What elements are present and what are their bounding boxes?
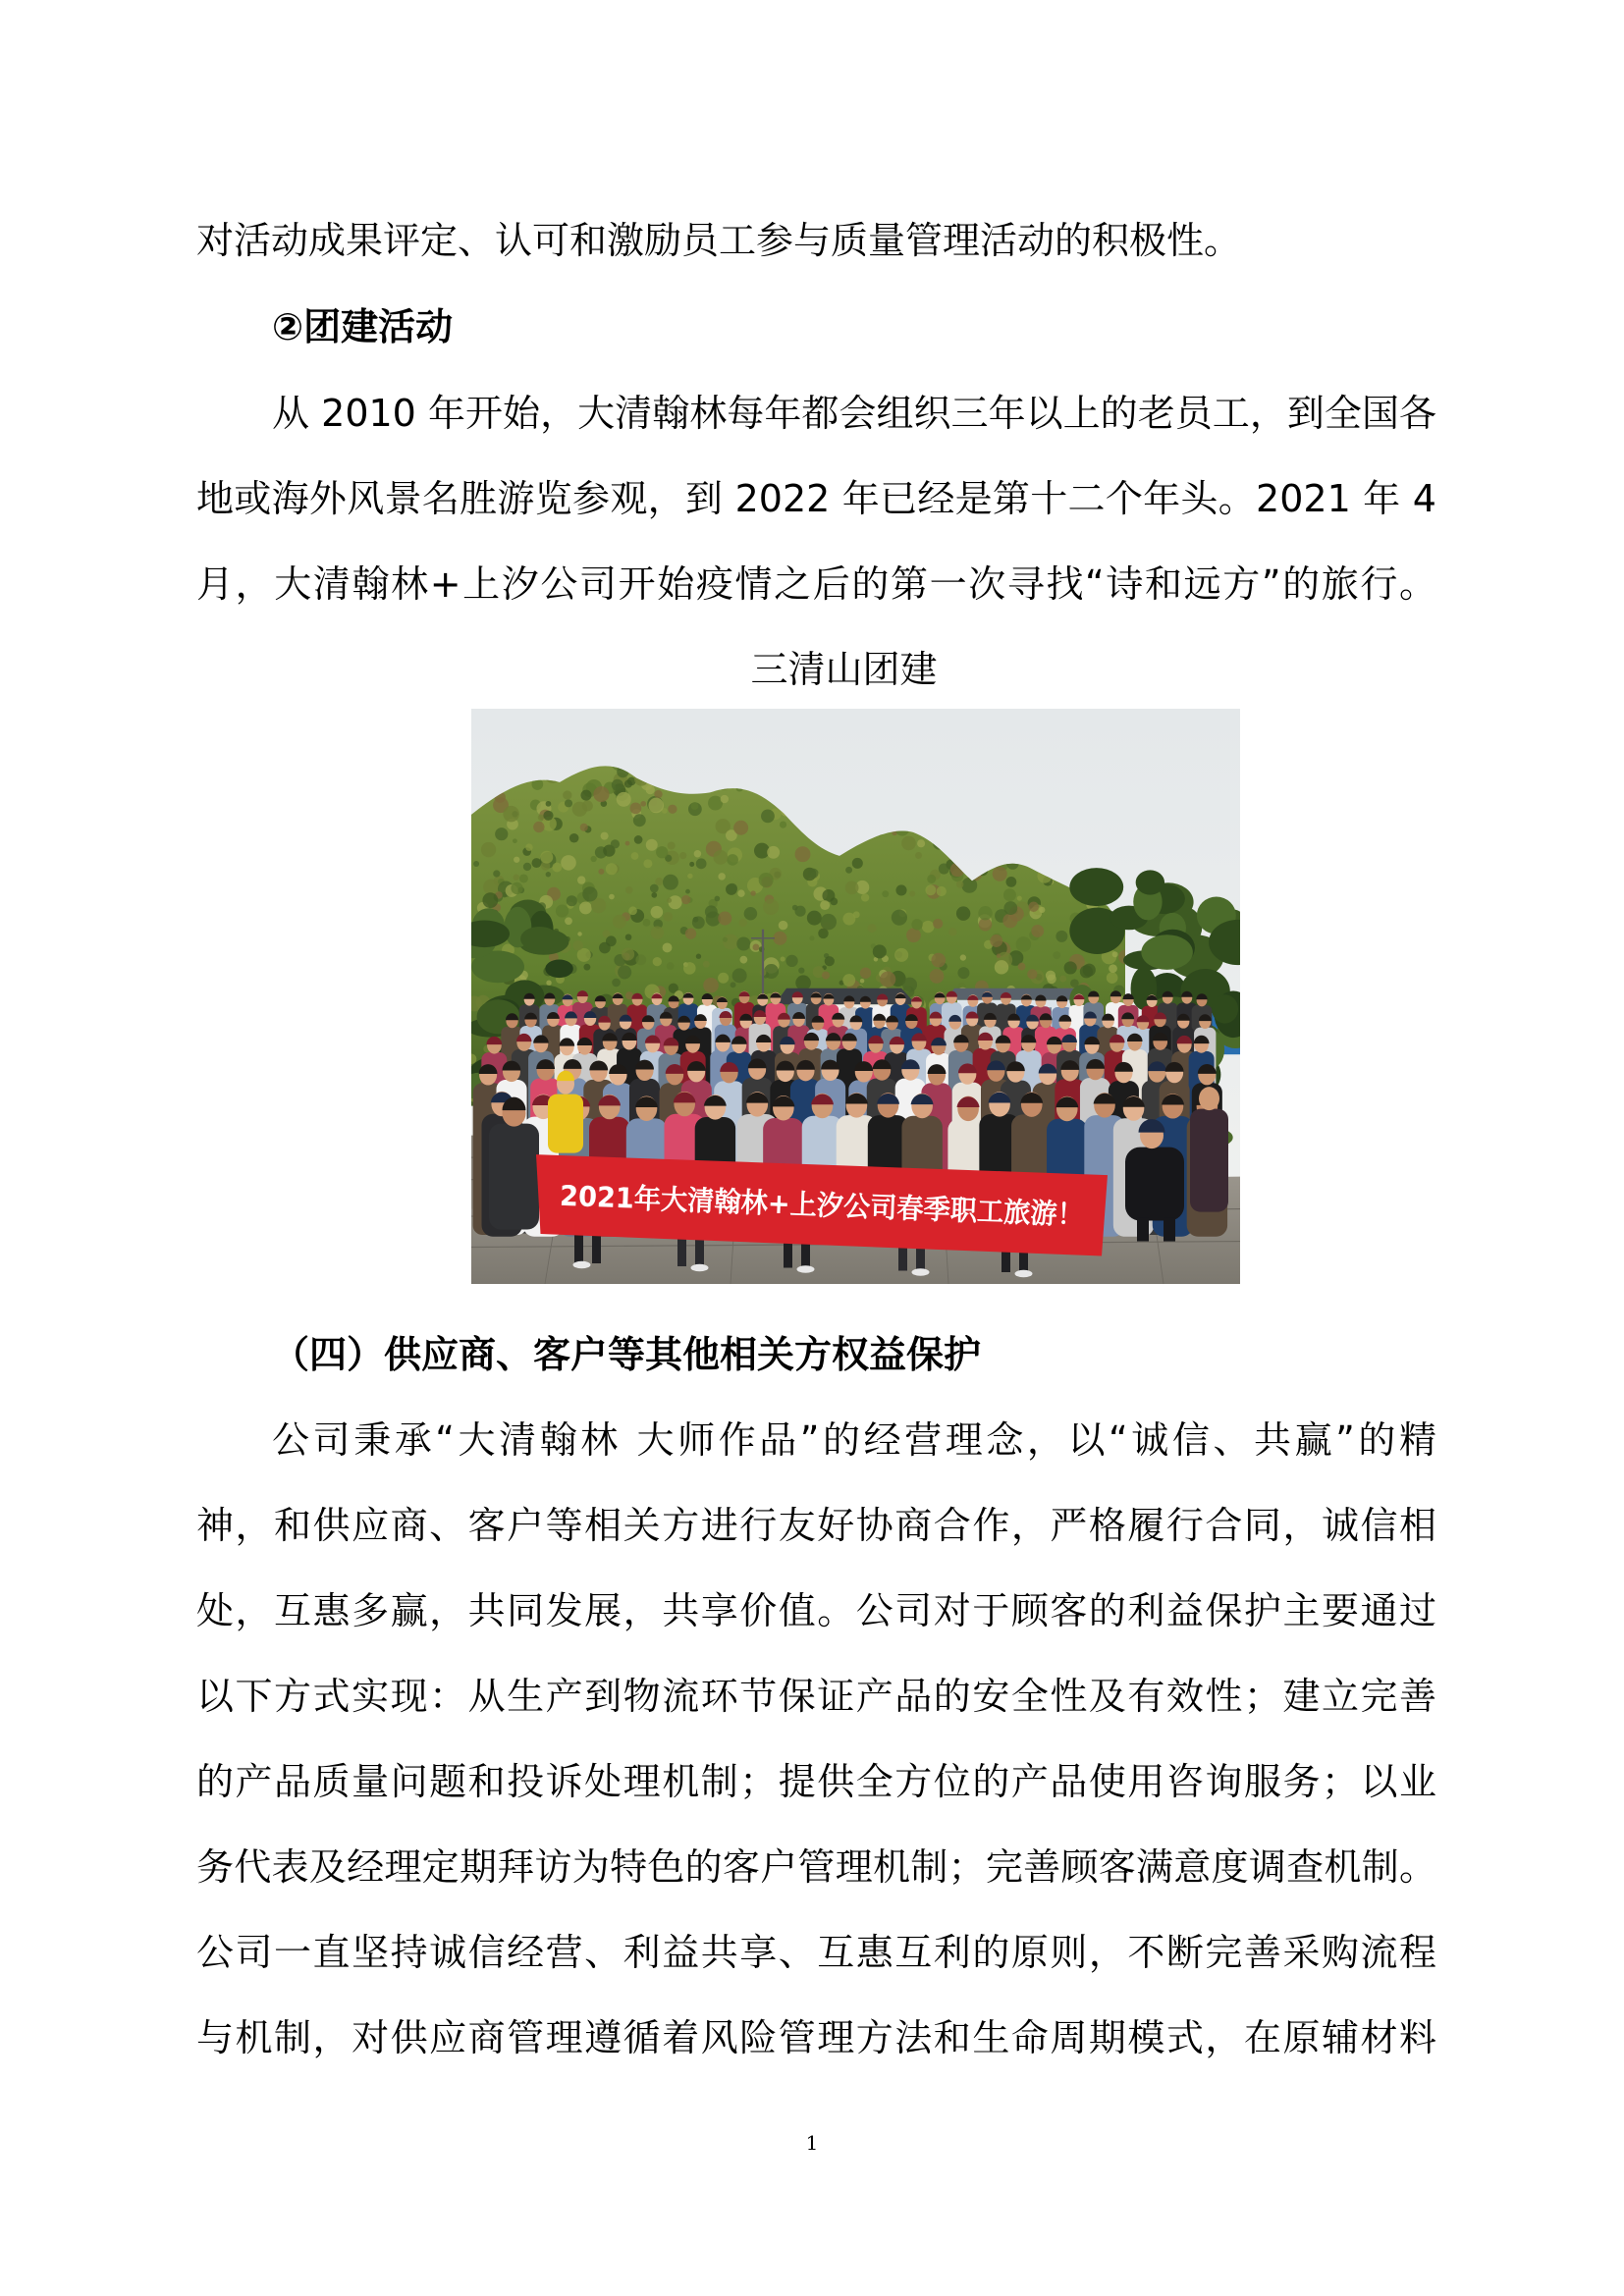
subsection-heading-team-building: ②团建活动 [272,305,454,348]
page-number: 1 [805,2131,819,2155]
paragraph-line: 与机制，对供应商管理遵循着风险管理方法和生命周期模式，在原辅材料 [196,2016,1436,2059]
paragraph-line: 从 2010 年开始，大清翰林每年都会组织三年以上的老员工，到全国各 [272,392,1436,435]
paragraph-line: 以下方式实现：从生产到物流环节保证产品的安全性及有效性；建立完善 [196,1675,1436,1718]
banner-text: 2021年大清翰林+上汐公司春季职工旅游！ [559,1179,1110,1233]
paragraph-line: 务代表及经理定期拜访为特色的客户管理机制；完善顾客满意度调查机制。 [196,1845,1436,1889]
paragraph-line: 公司秉承“大清翰林 大师作品”的经营理念，以“诚信、共赢”的精 [272,1418,1436,1462]
paragraph-line: 地或海外风景名胜游览参观，到 2022 年已经是第十二个年头。2021 年 4 [196,477,1436,520]
section-heading-stakeholders: （四）供应商、客户等其他相关方权益保护 [272,1333,982,1376]
paragraph-continuation-line: 对活动成果评定、认可和激励员工参与质量管理活动的积极性。 [196,219,1242,262]
paragraph-line: 的产品质量问题和投诉处理机制；提供全方位的产品使用咨询服务；以业 [196,1760,1436,1803]
paragraph-line: 神，和供应商、客户等相关方进行友好协商合作，严格履行合同，诚信相 [196,1504,1436,1547]
figure-caption: 三清山团建 [750,648,938,691]
paragraph-line: 处，互惠多赢，共同发展，共享价值。公司对于顾客的利益保护主要通过 [196,1589,1436,1632]
paragraph-line: 月，大清翰林+上汐公司开始疫情之后的第一次寻找“诗和远方”的旅行。 [196,562,1436,606]
paragraph-line: 公司一直坚持诚信经营、利益共享、互惠互利的原则，不断完善采购流程 [196,1931,1436,1974]
group-photo [471,709,1240,1284]
